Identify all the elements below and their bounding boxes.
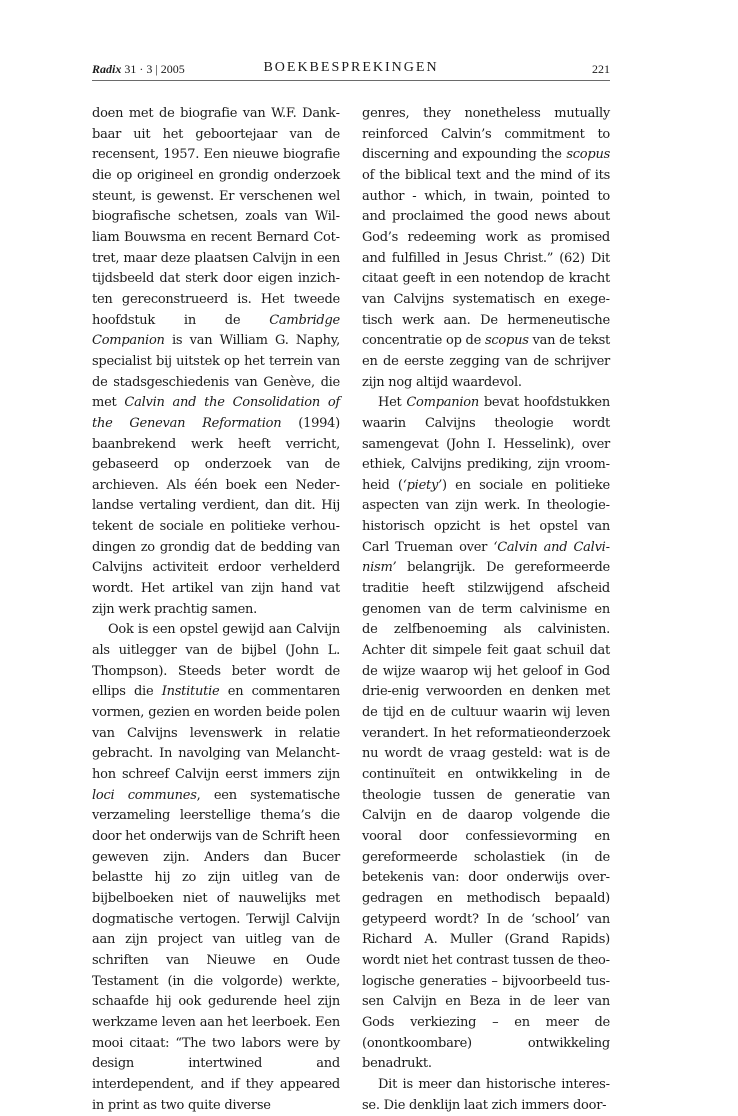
left-column: [92, 104, 340, 1116]
text-run: (1994) baanbrekend werk heeft verricht, gebaseerd op onderzoek van de archieven. Als één boek een Nederlandse vertaling verdient, dan dit. Hij tekent de sociale en politieke verhoudingen zo grondig dat de bedding van Calvijns activiteit erdoor verhelderd wordt. Het artikel van zijn hand vat zijn werk prachtig samen.: [92, 415, 340, 617]
italic-text: Cambridge Companion: [92, 312, 340, 349]
paragraph: [92, 620, 340, 1116]
italic-text: scopus: [566, 147, 610, 163]
text-run: en commentaren vormen, gezien en worden beide polen van Calvijns levenswerk in relatie gebracht. In navolging van Melanchthon schreef Calvijn eerst immers zijn: [92, 684, 340, 782]
paragraph: [362, 104, 610, 393]
italic-text: Companion: [406, 395, 479, 411]
italic-text: loci communes: [92, 787, 197, 803]
journal-name: Radix: [92, 62, 122, 76]
text-run: bevat hoofdstukken waarin Calvijns theologie wordt samengevat (John I. Hesselink), over ethiek, Calvijns prediking, zijn vroomheid (: [362, 395, 610, 493]
text-run: Ook is een opstel gewijd aan Calvijn als uitlegger van de bijbel (John L. Thompson). Steeds beter wordt de ellips die: [92, 622, 340, 700]
text-run: of the biblical text and the mind of its author - which, in twain, pointed to and proclaimed the good news about God’s redeeming work as promised and fulfilled in Jesus Christ.” (62) Dit citaat geeft in een notendop de kracht van Calvijns systematisch en exegetisch werk aan. De hermeneutische concentratie op de: [362, 167, 610, 349]
paragraph: [362, 393, 610, 1075]
text-run: is van William G. Naphy, specialist bij uitstek op het terrein van de stadsgeschiedenis van Genève, die met: [92, 333, 340, 411]
text-run: Dit is meer dan historische interesse. Die denklijn laat zich immers door-: [362, 1076, 610, 1113]
right-column: [362, 104, 610, 1116]
text-run: genres, they nonetheless mutually reinforced Calvin’s commitment to discerning and expounding the: [362, 106, 610, 163]
page-number: 221: [592, 62, 610, 76]
running-header: [92, 58, 610, 81]
text-run: Het: [378, 395, 407, 411]
italic-text: ‘piety’: [402, 477, 442, 493]
text-run: doen met de biografie van W.F. Dankbaar uit het geboortejaar van de recensent, 1957. Een nieuwe biografie die op origineel en grondig onderzoek steunt, is gewenst. Er verschenen wel biografische schetsen, zoals van William Bouwsma en recent Bernard Cottret, maar deze plaatsen Calvijn in een tijdsbeeld dat sterk door eigen inzichten gereconstrueerd is. Het tweede hoofdstuk in de: [92, 106, 340, 328]
text-run: belangrijk. De gereformeerde traditie heeft stilzwijgend afscheid genomen van de term calvinisme en de zelfbenoeming als calvinisten. Achter dit simpele feit gaat schuil dat de wijze waarop wij het geloof in God drie-enig verwoorden en denken met de tijd en de cultuur waarin wij leven verandert. In het reformatieonderzoek nu wordt de vraag gesteld: wat is de continuïteit en ontwikkeling in de theologie tussen de generatie van Calvijn en de daarop volgende die vooral door confessievorming en gereformeerde scholastiek (in de betekenis van: door onderwijs overgedragen en methodisch bepaald) getypeerd wordt? In de ‘school’ van Richard A. Muller (Grand Rapids) wordt niet het contrast tussen de theologische generaties – bijvoorbeeld tussen Calvijn en Beza in de leer van Gods verkiezing – en meer de (onontkoombare) ontwikkeling benadrukt.: [362, 560, 610, 1072]
text-run: , een systematische verzameling leerstellige thema’s die door het onderwijs van de Schrift heen geweven zijn. Anders dan Bucer belastte hij zo zijn uitleg van de bijbelboeken niet of nauwelijks met dogmatische vertogen. Terwijl Calvijn aan zijn project van uitleg van de schriften van Nieuwe en Oude Testament (in die volgorde) werkte, schaafde hij ook gedurende heel zijn werkzame leven aan het leerboek. Een mooi citaat: “The two labors were by design intertwined and interdependent, and if they appeared in print as two quite diverse: [92, 787, 340, 1113]
italic-text: Institutie: [161, 684, 220, 700]
text-run: van de tekst en de eerste zegging van de schrijver zijn nog altijd waardevol.: [362, 333, 610, 390]
paragraph: [362, 1075, 610, 1116]
issue-info: 31 · 3 | 2005: [124, 62, 185, 76]
text-run: ) en sociale en politieke aspecten van zijn werk. In theologiehistorisch opzicht is het opstel van Carl Trueman over: [362, 477, 610, 555]
paragraph: [92, 104, 340, 620]
italic-text: Calvin and the Consolidation of the Genevan Reformation: [92, 395, 340, 431]
italic-text: ‘Calvin and Calvinism’: [362, 539, 610, 576]
italic-text: scopus: [484, 333, 529, 349]
section-title: BOEKBESPREKINGEN: [263, 60, 439, 75]
